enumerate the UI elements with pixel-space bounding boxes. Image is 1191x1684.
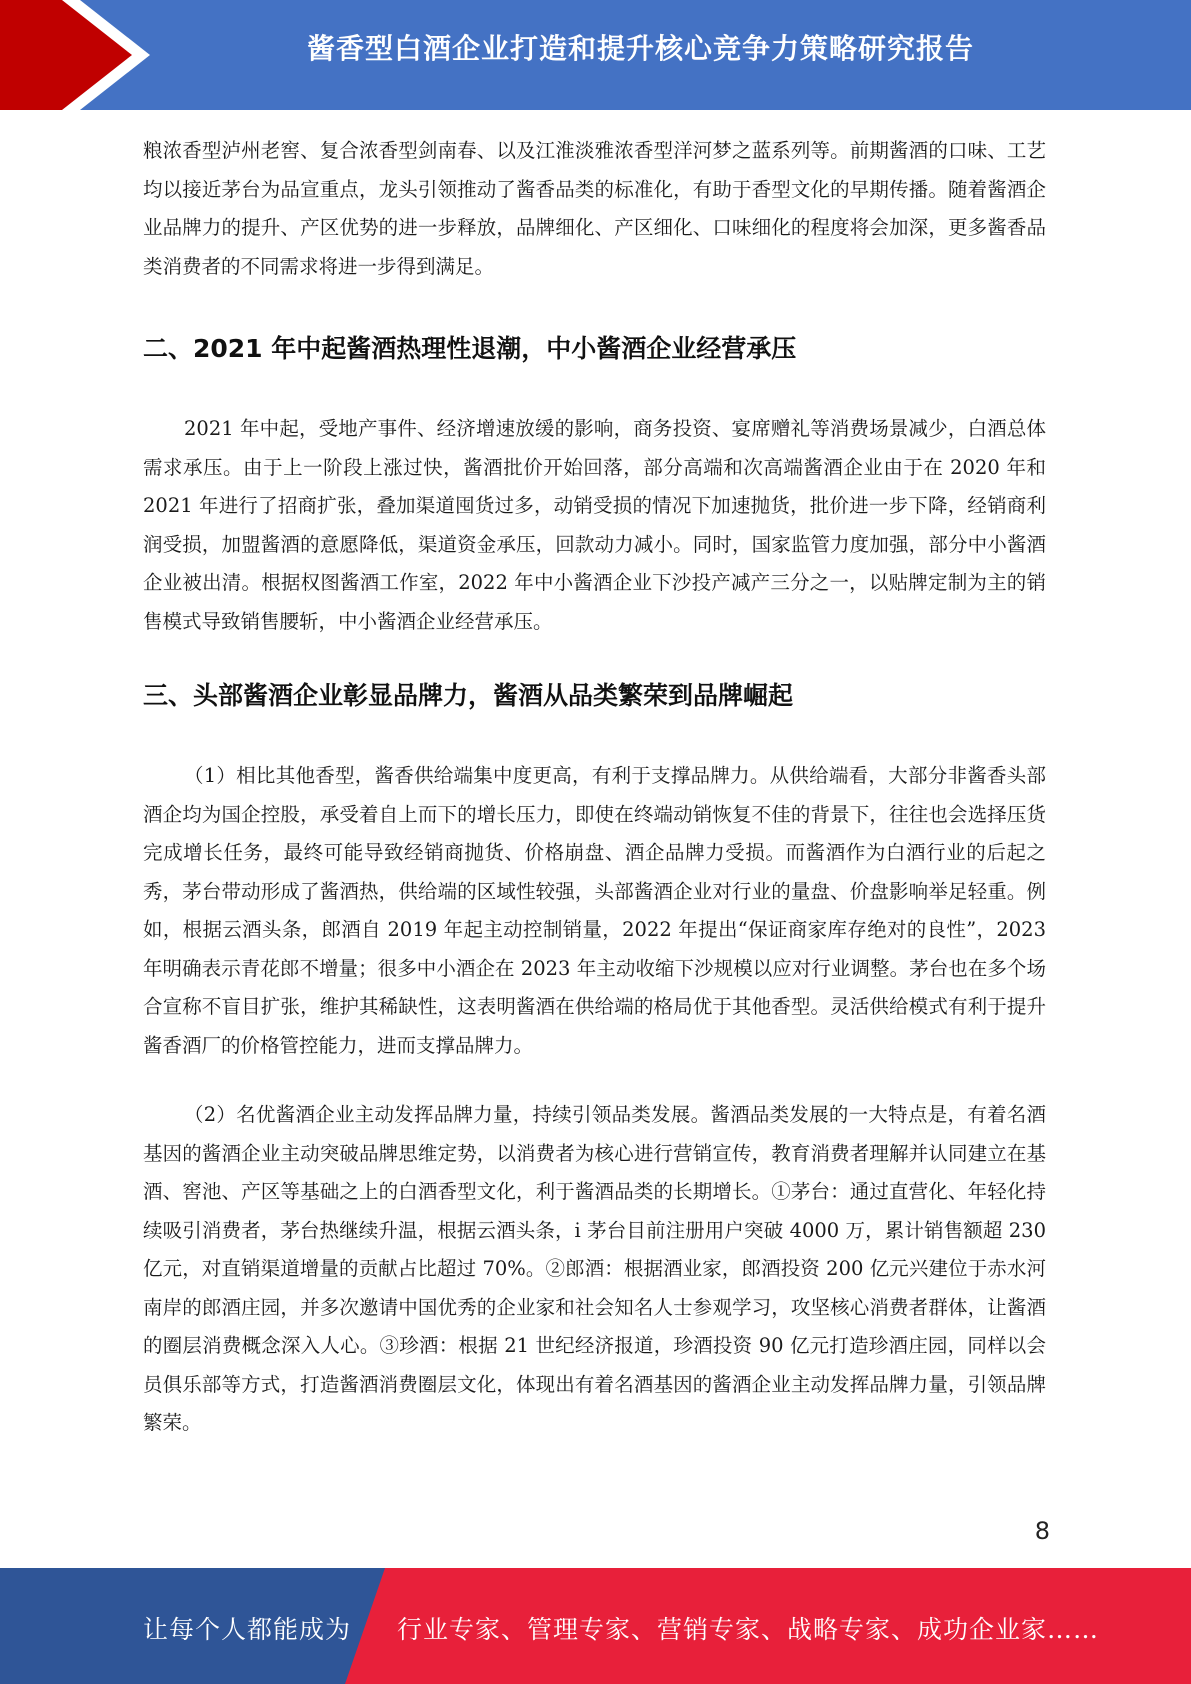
report-title: 酱香型白酒企业打造和提升核心竞争力策略研究报告 <box>306 32 974 65</box>
footer-slogan-left: 让每个人都能成为 <box>143 1615 352 1644</box>
page-number: 8 <box>1034 1517 1050 1545</box>
section-heading-2: 二、2021 年中起酱酒热理性退潮，中小酱酒企业经营承压 <box>143 334 797 363</box>
paragraph-section-3-point-2: （2）名优酱酒企业主动发挥品牌力量，持续引领品类发展。酱酒品类发展的一大特点是，有着名酒基因的酱酒企业主动突破品牌思维定势，以消费者为核心进行营销宣传，教育消费者理解并认同建立在基酒、窖池、产区等基础之上的白酒香型文化，利于酱酒品类的长期增长。①茅台：通过直营化、年轻化持续吸引消费者，茅台热继续升温，根据云酒头条，i 茅台目前注册用户突破 4000 万，累计销售额超 230 亿元，对直销渠道增量的贡献占比超过 70%。②郎酒：根据酒业家，郎酒投资 200 亿元兴建位于赤水河南岸的郎酒庄园，并多次邀请中国优秀的企业家和社会知名人士参观学习，攻坚核心消费者群体，让酱酒的圈层消费概念深入人心。③珍酒：根据 21 世纪经济报道，珍酒投资 90 亿元打造珍酒庄园，同样以会员俱乐部等方式，打造酱酒消费圈层文化，体现出有着名酒基因的酱酒企业主动发挥品牌力量，引领品牌繁荣。 <box>143 1103 1046 1434</box>
header-bar <box>0 0 1191 110</box>
document-body <box>143 132 1046 1443</box>
paragraph-intro: 粮浓香型泸州老窖、复合浓香型剑南春、以及江淮淡雅浓香型洋河梦之蓝系列等。前期酱酒的口味、工艺均以接近茅台为品宣重点，龙头引领推动了酱香品类的标准化，有助于香型文化的早期传播。随着酱酒企业品牌力的提升、产区优势的进一步释放，品牌细化、产区细化、口味细化的程度将会加深，更多酱香品类消费者的不同需求将进一步得到满足。 <box>143 139 1046 278</box>
paragraph-section-3-point-1: （1）相比其他香型，酱香供给端集中度更高，有利于支撑品牌力。从供给端看，大部分非酱香头部酒企均为国企控股，承受着自上而下的增长压力，即使在终端动销恢复不佳的背景下，往往也会选择压货完成增长任务，最终可能导致经销商抛货、价格崩盘、酒企品牌力受损。而酱酒作为白酒行业的后起之秀，茅台带动形成了酱酒热，供给端的区域性较强，头部酱酒企业对行业的量盘、价盘影响举足轻重。例如，根据云酒头条，郎酒自 2019 年起主动控制销量，2022 年提出“保证商家库存绝对的良性”，2023 年明确表示青花郎不增量；很多中小酒企在 2023 年主动收缩下沙规模以应对行业调整。茅台也在多个场合宣称不盲目扩张，维护其稀缺性，这表明酱酒在供给端的格局优于其他香型。灵活供给模式有利于提升酱香酒厂的价格管控能力，进而支撑品牌力。 <box>143 764 1046 1057</box>
section-heading-3: 三、头部酱酒企业彰显品牌力，酱酒从品类繁荣到品牌崛起 <box>143 681 794 710</box>
paragraph-section-2: 2021 年中起，受地产事件、经济增速放缓的影响，商务投资、宴席赠礼等消费场景减少，白酒总体需求承压。由于上一阶段上涨过快，酱酒批价开始回落，部分高端和次高端酱酒企业由于在 2020 年和 2021 年进行了招商扩张，叠加渠道囤货过多，动销受损的情况下加速抛货，批价进一步下降，经销商利润受损，加盟酱酒的意愿降低，渠道资金承压，回款动力减小。同时，国家监管力度加强，部分中小酱酒企业被出清。根据权图酱酒工作室，2022 年中小酱酒企业下沙投产减产三分之一，以贴牌定制为主的销售模式导致销售腰斩，中小酱酒企业经营承压。 <box>143 417 1046 633</box>
footer-slogan-right: 行业专家、管理专家、营销专家、战略专家、成功企业家…… <box>397 1615 1100 1644</box>
